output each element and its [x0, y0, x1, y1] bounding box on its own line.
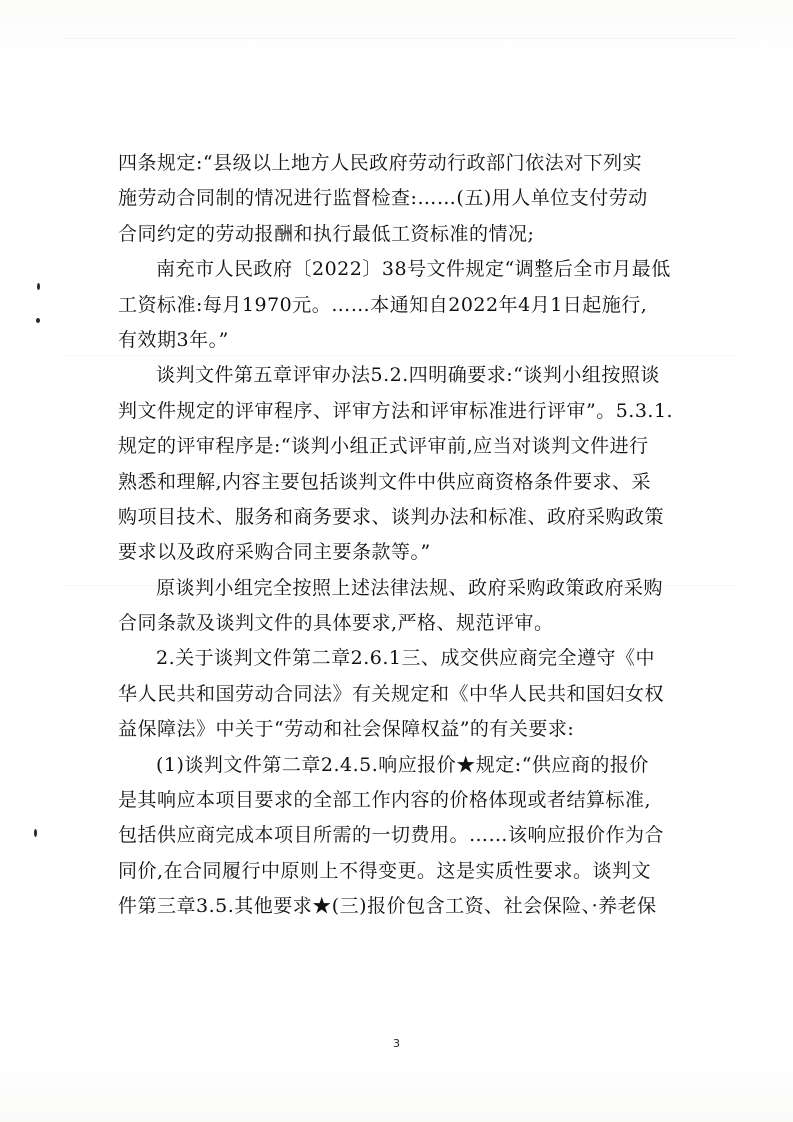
text-line: 南充市人民政府〔2022〕38号文件规定“调整后全市月最低 — [156, 258, 671, 281]
text-line: 华人民共和国劳动合同法》有关规定和《中华人民共和国妇女权 — [118, 682, 665, 705]
text-line: 原谈判小组完全按照上述法律法规、政府采购政策政府采购 — [156, 576, 664, 599]
scan-speck — [34, 829, 37, 837]
page-number: 3 — [393, 1037, 400, 1050]
text-line: 同价,在合同履行中原则上不得变更。这是实质性要求。谈判文 — [118, 859, 652, 882]
text-line: 要求以及政府采购合同主要条款等。” — [118, 541, 431, 564]
text-line: 件第三章3.5.其他要求★(三)报价包含工资、社会保险、·养老保 — [118, 895, 657, 918]
text-line: 合同条款及谈判文件的具体要求,严格、规范评审。 — [118, 612, 554, 635]
text-line: (1)谈判文件第二章2.4.5.响应报价★规定:“供应商的报价 — [156, 753, 649, 776]
text-line: 判文件规定的评审程序、评审方法和评审标准进行评审”。5.3.1. — [118, 399, 674, 422]
text-line: 施劳动合同制的情况进行监督检查:……(五)用人单位支付劳动 — [118, 187, 648, 210]
text-line: 规定的评审程序是:“谈判小组正式评审前,应当对谈判文件进行 — [118, 435, 649, 458]
text-line: 包括供应商完成本项目所需的一切费用。……该响应报价作为合 — [118, 824, 665, 847]
text-line: 工资标准:每月1970元。……本通知自2022年4月1日起施行, — [118, 293, 648, 316]
text-line: 四条规定:“县级以上地方人民政府劳动行政部门依法对下列实 — [118, 152, 643, 174]
body-text — [118, 146, 698, 925]
text-line: 熟悉和理解,内容主要包括谈判文件中供应商资格条件要求、采 — [118, 470, 652, 493]
text-line: 是其响应本项目要求的全部工作内容的价格体现或者结算标准, — [118, 789, 652, 812]
scan-speck — [37, 283, 40, 290]
scan-artifact — [60, 38, 740, 39]
text-line: 谈判文件第五章评审办法5.2.四明确要求:“谈判小组按照谈 — [156, 364, 660, 387]
text-line: 2.关于谈判文件第二章2.6.1三、成交供应商完全遵守《中 — [156, 647, 655, 670]
text-line: 合同约定的劳动报酬和执行最低工资标准的情况; — [118, 222, 535, 245]
text-line: 益保障法》中关于“劳动和社会保障权益”的有关要求: — [118, 718, 575, 741]
scan-speck — [36, 318, 40, 323]
text-line: 有效期3年。” — [118, 328, 229, 351]
text-line: 购项目技术、服务和商务要求、谈判办法和标准、政府采购政策 — [118, 505, 665, 528]
